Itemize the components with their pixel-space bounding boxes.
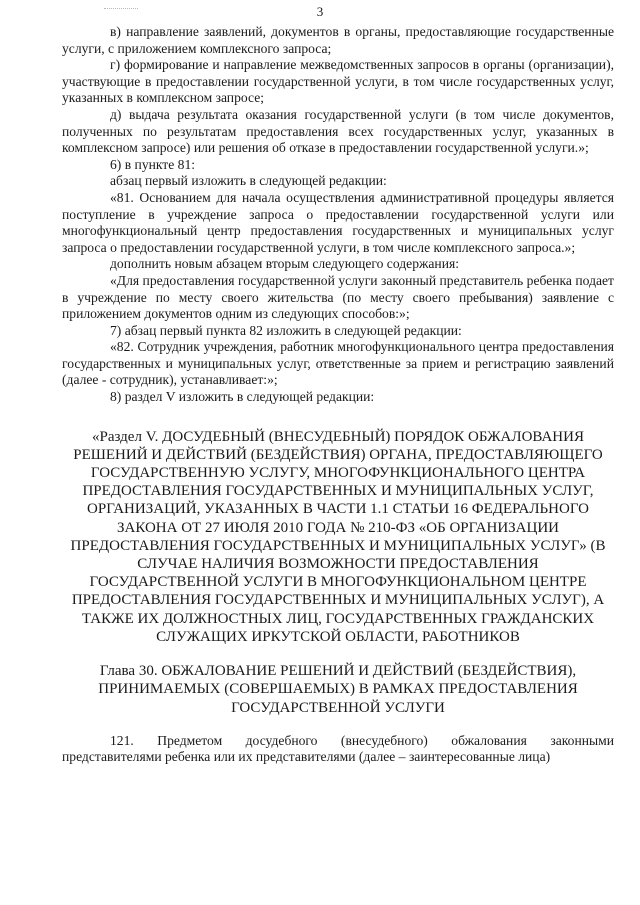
paragraph-82: «82. Сотрудник учреждения, работник многофункционального центра предоставления государственных и муниципальных услуг, ответственные за прием и регистрацию заявлений (далее - сотрудник), устанавливает:»; [62,339,614,388]
chapter-heading: Глава 30. ОБЖАЛОВАНИЕ РЕШЕНИЙ И ДЕЙСТВИЙ (БЕЗДЕЙСТВИЯ), ПРИНИМАЕМЫХ (СОВЕРШАЕМЫХ) В РАМКАХ ПРЕДОСТАВЛЕНИЯ ГОСУДАРСТВЕННОЙ УСЛУГИ [98,663,578,716]
document-body [62,24,614,766]
paragraph-item-8: 8) раздел V изложить в следующей редакции: [110,389,375,405]
paragraph-81: «81. Основанием для начала осуществления административной процедуры является поступление в учреждение запроса о предоставлении государственной услуги или многофункциональный центр предоставления государственных и муниципальных услуг запроса о предоставлении государственной услуги, в том числе комплексного запроса.»; [62,189,614,255]
paragraph-item-7: 7) абзац первый пункта 82 изложить в следующей редакции: [110,322,462,338]
paragraph-representative: «Для предоставления государственной услуги законный представитель ребенка подает в учреждение по месту своего жительства (по месту своего пребывания) заявление с приложением документов одним из следующих способов:»; [62,272,614,322]
paragraph-item-6: 6) в пункте 81: [110,156,196,172]
paragraph-121: 121. Предметом досудебного (внесудебного) обжалования законными представителями ребенка или их представителями (далее – заинтересованные лица) [62,732,614,765]
paragraph-add-second: дополнить новым абзацем вторым следующего содержания: [110,256,459,272]
section-heading: «Раздел V. ДОСУДЕБНЫЙ (ВНЕСУДЕБНЫЙ) ПОРЯДОК ОБЖАЛОВАНИЯ РЕШЕНИЙ И ДЕЙСТВИЙ (БЕЗДЕЙСТВИЯ) ОРГАНА, ПРЕДОСТАВЛЯЮЩЕГО ГОСУДАРСТВЕННУЮ УСЛУГУ, МНОГОФУНКЦИОНАЛЬНОГО ЦЕНТРА ПРЕДОСТАВЛЕНИЯ ГОСУДАРСТВЕННЫХ И МУНИЦИПАЛЬНЫХ УСЛУГ, ОРГАНИЗАЦИЙ, УКАЗАННЫХ В ЧАСТИ 1.1 СТАТЬИ 16 ФЕДЕРАЛЬНОГО ЗАКОНА ОТ 27 ИЮЛЯ 2010 ГОДА № 210-ФЗ «ОБ ОРГАНИЗАЦИИ ПРЕДОСТАВЛЕНИЯ ГОСУДАРСТВЕННЫХ И МУНИЦИПАЛЬНЫХ УСЛУГ» (В СЛУЧАЕ НАЛИЧИЯ ВОЗМОЖНОСТИ ПРЕДОСТАВЛЕНИЯ ГОСУДАРСТВЕННОЙ УСЛУГИ В МНОГОФУНКЦИОНАЛЬНОМ ЦЕНТРЕ ПРЕДОСТАВЛЕНИЯ ГОСУДАРСТВЕННЫХ И МУНИЦИПАЛЬНЫХ УСЛУГ), А ТАКЖЕ ИХ ДОЛЖНОСТНЫХ ЛИЦ, ГОСУДАРСТВЕННЫХ ГРАЖДАНСКИХ СЛУЖАЩИХ ИРКУТСКОЙ ОБЛАСТИ, РАБОТНИКОВ [70,428,606,645]
paragraph-first-abzac: абзац первый изложить в следующей редакции: [110,173,387,189]
page-number: 3 [316,4,324,19]
paragraph-d: д) выдача результата оказания государственной услуги (в том числе документов, полученных по результатам предоставления всех государственных услуг, указанных в комплексном запросе) или решения об отказе в предоставлении государственной услуги.»; [62,106,614,156]
paragraph-v: в) направление заявлений, документов в органы, предоставляющие государственные услуги, с приложением комплексного запроса; [62,24,614,56]
paragraph-g: г) формирование и направление межведомственных запросов в органы (организации), участвующие в предоставлении государственной услуги, в том числе государственных услуг, указанных в комплексном запросе; [62,57,614,106]
